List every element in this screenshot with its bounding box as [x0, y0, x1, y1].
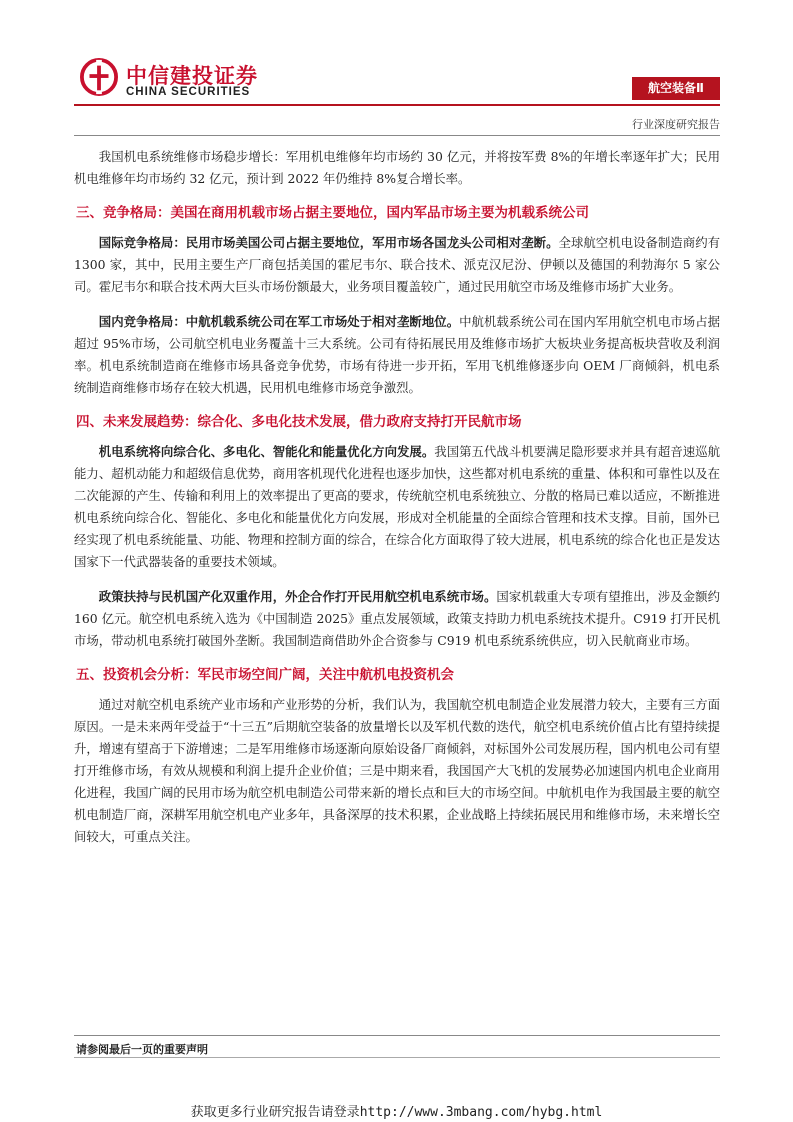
s4-paragraph-1	[74, 441, 720, 573]
subheader-divider	[74, 135, 720, 136]
s3-p1-lead: 国际竞争格局：民用市场美国公司占据主要地位，军用市场各国龙头公司相对垄断。	[98, 235, 559, 250]
s3-p2-text: 中航机载系统公司在国内军用航空机电市场占据超过 95%市场，公司航空机电业务覆盖十三大系统。公司有待拓展民用及维修市场扩大板块业务提高板块营收及利润率。机电系统制造商在维修市场具备竞争优势，市场有待进一步开拓，军用飞机维修逐步向 OEM 厂商倾斜，机电系统制造商维修市场存在较大机遇，民用机电维修市场竞争激烈。	[74, 314, 721, 395]
report-body	[74, 146, 720, 848]
citic-logo-icon	[80, 58, 118, 96]
logo-chinese-name: 中信建投证券	[126, 64, 258, 88]
logo-english-name: CHINA SECURITIES	[126, 86, 251, 98]
s3-paragraph-1	[74, 232, 720, 298]
s3-p1-text: 全球航空机电设备制造商约有 1300 家，其中，民用主要生产厂商包括美国的霍尼韦尔、联合技术、派克汉尼汾、伊顿以及德国的利勃海尔 5 家公司。霍尼韦尔和联合技术两大巨头市场份额最大，业务项目覆盖较广，通过民用航空市场及维修市场扩大业务。	[74, 235, 721, 294]
promo-text: 获取更多行业研究报告请登录	[190, 1105, 360, 1120]
s4-paragraph-2	[74, 586, 720, 652]
section-5-heading: 五、投资机会分析：军民市场空间广阔，关注中航机电投资机会	[76, 667, 454, 683]
header-divider	[74, 104, 720, 106]
s3-p2-lead: 国内竞争格局：中航机载系统公司在军工市场处于相对垄断地位。	[98, 314, 460, 329]
s4-p2-lead: 政策扶持与民机国产化双重作用，外企合作打开民用航空机电系统市场。	[98, 589, 497, 604]
footer-bottom-divider	[74, 1057, 720, 1058]
promo-line	[0, 1101, 793, 1120]
section-4-heading: 四、未来发展趋势：综合化、多电化技术发展，借力政府支持打开民航市场	[76, 414, 522, 430]
promo-link[interactable]: http://www.3mbang.com/hybg.html	[359, 1105, 603, 1120]
s4-p2-text: 国家机载重大专项有望推出，涉及金额约 160 亿元。航空机电系统入选为《中国制造 2025》重点发展领域，政策支持助力机电系统技术提升。C919 打开民机市场，带动机电系统打破国外垄断。我国制造商借助外企合资参与 C919 机电系统系统供应，切入民航商业市场。	[74, 589, 721, 648]
sector-tag: 航空装备Ⅱ	[632, 77, 720, 100]
report-type-label: 行业深度研究报告	[632, 118, 720, 131]
company-logo	[80, 56, 330, 102]
s3-paragraph-2	[74, 311, 720, 399]
section-3-heading: 三、竞争格局：美国在商用机载市场占据主要地位，国内军品市场主要为机载系统公司	[76, 205, 589, 221]
intro-paragraph: 我国机电系统维修市场稳步增长：军用机电维修年均市场约 30 亿元，并将按军费 8%的年增长率逐年扩大；民用机电维修年均市场约 32 亿元，预计到 2022 年仍维持 8%复合增长率。	[74, 149, 720, 186]
s4-p1-text: 我国第五代战斗机要满足隐形要求并具有超音速巡航能力、超机动能力和超级信息优势，商用客机现代化进程也逐步加快，这些都对机电系统的重量、体积和可靠性以及在二次能源的产生、传输和利用上的效率提出了更高的要求，传统航空机电系统独立、分散的格局已难以适应，不断推进机电系统向综合化、智能化、多电化和能量优化方向发展，形成对全机能量的全面综合管理和技术支撑。目前，国外已经实现了机电系统能量、功能、物理和控制方面的综合，在综合化方面取得了较大进展，机电系统的综合化也正是发达国家下一代武器装备的重要技术领域。	[74, 444, 721, 569]
disclaimer-note: 请参阅最后一页的重要声明	[76, 1043, 208, 1056]
footer-divider	[74, 1035, 720, 1036]
s5-paragraph-1: 通过对航空机电系统产业市场和产业形势的分析，我们认为，我国航空机电制造企业发展潜力较大，主要有三方面原因。一是未来两年受益于“十三五”后期航空装备的放量增长以及军机代数的迭代，航空机电系统价值占比有望持续提升，增速有望高于下游增速；二是军用维修市场逐渐向原始设备厂商倾斜，对标国外公司发展历程，国内机电公司有望打开维修市场，有效从规模和利润上提升企业价值；三是中期来看，我国国产大飞机的发展势必加速国内机电企业商用化进程，我国广阔的民用市场为航空机电制造公司带来新的增长点和巨大的市场空间。中航机电作为我国最主要的航空机电制造厂商，深耕军用航空机电产业多年，具备深厚的技术积累，企业战略上持续拓展民用和维修市场，未来增长空间较大，可重点关注。	[74, 697, 720, 844]
s4-p1-lead: 机电系统将向综合化、多电化、智能化和能量优化方向发展。	[98, 444, 435, 459]
